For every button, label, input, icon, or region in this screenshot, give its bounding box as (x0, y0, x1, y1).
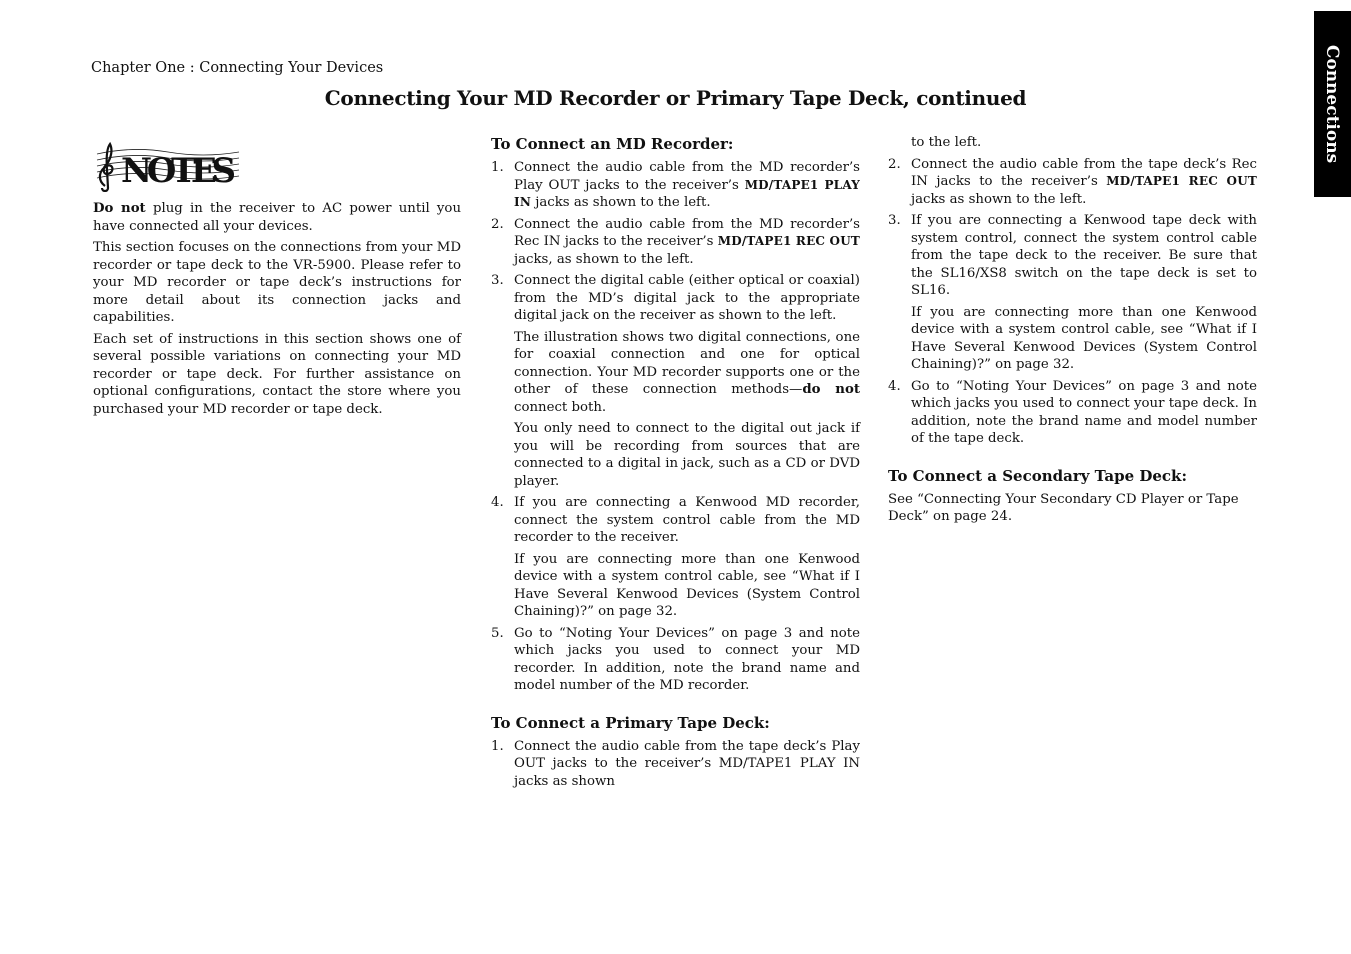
step-text: Connect the audio cable from the MD recorder’s Play OUT jacks to the receiver’s (514, 160, 860, 193)
step-text: jacks as shown to the left. (530, 195, 711, 210)
step-text: Connect the audio cable from the tape deck’s Rec IN jacks to the receiver’s (911, 156, 1257, 189)
tape-step (888, 378, 1257, 448)
secondary-text: See “Connecting Your Secondary CD Player or Tape Deck” on page 24. (888, 491, 1239, 524)
notes-logo-icon (93, 140, 243, 192)
md-step-note (491, 329, 860, 417)
notes-column (93, 200, 461, 422)
tape-step (888, 212, 1257, 300)
md-heading: To Connect an MD Recorder: (491, 135, 734, 153)
chapter-header: Chapter One : Connecting Your Devices (91, 60, 384, 76)
step-text: connect both. (514, 399, 607, 415)
step-text: Connect the digital cable (either optical or coaxial) from the MD’s digital jack to the appropriate digital jack on the receiver as shown to the left. (514, 273, 860, 323)
notes-warning-text: plug in the receiver to AC power until you have connected all your devices. (93, 201, 462, 234)
step-number: 5. (491, 625, 504, 641)
step-number: 3. (491, 273, 504, 288)
md-step (491, 272, 860, 325)
notes-paragraph (93, 200, 461, 235)
step-text: Go to “Noting Your Devices” on page 3 and note which jacks you used to connect your tape deck. In addition, note the brand name and model number of the tape deck. (911, 378, 1257, 446)
emphasis-text: do not (802, 382, 860, 397)
jack-label: MD/TAPE1 REC OUT (717, 234, 861, 248)
step-text: Connect the audio cable from the MD recorder’s Rec IN jacks to the receiver’s (514, 216, 860, 249)
jack-label: MD/TAPE1 REC OUT (1106, 174, 1257, 188)
md-step-note: You only need to connect to the digital out jack if you will be recording from sources that are connected to a digital in jack, such as a CD or DVD player. (514, 421, 860, 489)
step-text: jacks, as shown to the left. (514, 251, 694, 267)
step-text: If you are connecting a Kenwood MD recorder, connect the system control cable from the MD recorder to the receiver. (514, 495, 860, 545)
section-tab-label: Connections (1322, 44, 1342, 164)
notes-logo-text: NOTES (121, 151, 237, 191)
step-number: 2. (888, 156, 901, 172)
notes-warning-bold: Do not (93, 201, 146, 216)
md-column (491, 134, 860, 794)
page-title: Connecting Your MD Recorder or Primary Tape Deck, continued (324, 86, 1027, 110)
step-text: Go to “Noting Your Devices” on page 3 and note which jacks you used to connect your MD recorder. In addition, note the brand name and model number of the MD recorder. (514, 625, 860, 693)
tape-step-note: If you are connecting more than one Kenwood device with a system control cable, see “What if I Have Several Kenwood Devices (System Control Chaining)?” on page 32. (911, 304, 1257, 372)
tape-column (888, 134, 1257, 530)
md-step-note: If you are connecting more than one Kenwood device with a system control cable, see “What if I Have Several Kenwood Devices (System Control Chaining)?” on page 32. (514, 551, 860, 619)
step-text: jacks as shown to the left. (911, 191, 1087, 207)
secondary-heading: To Connect a Secondary Tape Deck: (888, 466, 1187, 485)
tape-heading: To Connect a Primary Tape Deck: (491, 713, 770, 732)
step-number: 4. (888, 378, 901, 394)
step-text: Connect the audio cable from the tape deck’s Play OUT jacks to the receiver’s MD/TAPE1 PLAY IN jacks as shown (514, 738, 860, 789)
step-number: 2. (491, 216, 504, 232)
notes-paragraph: Each set of instructions in this section shows one of several possible variations on connecting your MD recorder or tape deck. For further assistance on optional configurations, contact the store where you purchased your MD recorder or tape deck. (93, 331, 461, 417)
tape-step (491, 738, 860, 791)
tape-step (888, 156, 1257, 209)
step-number: 3. (888, 213, 901, 228)
step-number: 4. (491, 495, 504, 510)
step-number: 1. (491, 160, 504, 175)
md-step (491, 625, 860, 695)
md-step (491, 159, 860, 212)
tape-step-continued: to the left. (911, 135, 982, 150)
jack-label: MD/TAPE1 PLAY IN (514, 177, 861, 209)
md-step (491, 216, 860, 269)
notes-paragraph: This section focuses on the connections from your MD recorder or tape deck to the VR-5900. Please refer to your MD recorder or tape deck’s instructions for more detail about its connection jacks and capabilities. (93, 240, 461, 325)
step-text: If you are connecting a Kenwood tape deck with system control, connect the system control cable from the tape deck to the receiver. Be sure that the SL16/XS8 switch on the tape deck is set to SL16. (911, 213, 1257, 298)
md-step (491, 494, 860, 547)
step-number: 1. (491, 738, 504, 754)
step-text: The illustration shows two digital connections, one for coaxial connection and one for optical connection. Your MD recorder supports one or the other of these connection methods— (514, 329, 860, 397)
